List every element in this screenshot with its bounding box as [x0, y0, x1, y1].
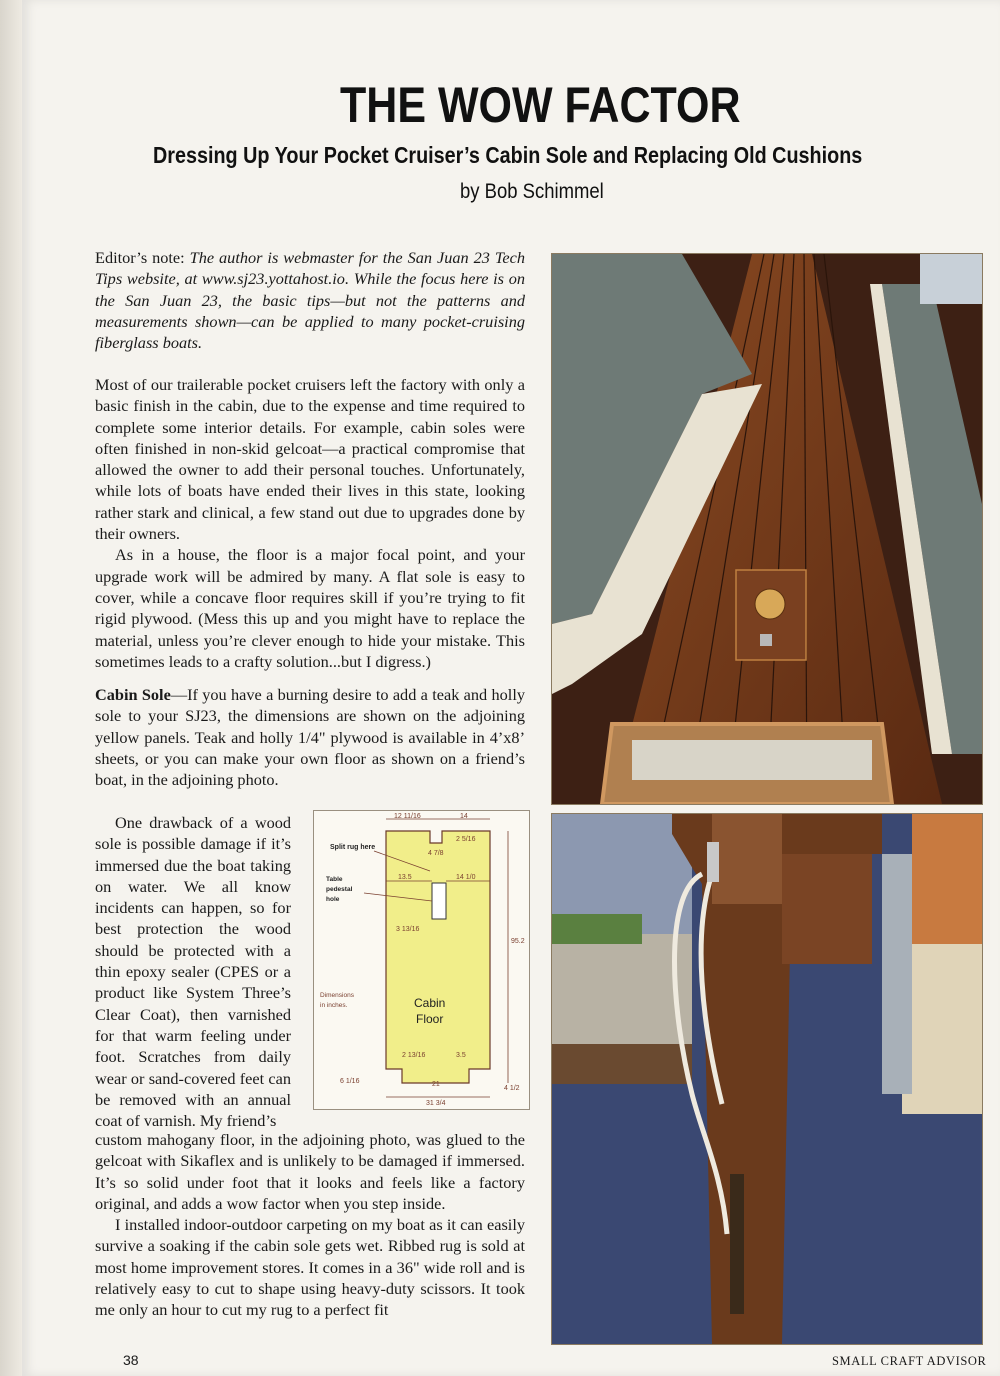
cabin-sole-photo	[551, 253, 983, 805]
dim-top-right: 14	[460, 813, 468, 820]
label-cabin: Cabin	[414, 996, 446, 1010]
floor-panel-shape	[386, 831, 490, 1083]
cabin-floor-diagram	[313, 810, 530, 1110]
paragraph-3: —If you have a burning desire to add a teak and holly sole to your SJ23, the dimensions are shown on the adjoining yellow panels. Teak and holly 1/4" plywood is available in 4’x8’ sheets, or you can make your own floor as shown on a friend’s boat, in the adjoining photo.	[95, 685, 525, 790]
paragraph-4: One drawback of a wood sole is possible damage if it’s immersed due the boat taking on water. We all know incidents can happen, so for best protection the wood should be protected with a thin epoxy sealer (CPES or a product like System Three’s Clear Coat), then varnished for that warm feeling under foot. Scratches from daily wear or sand-covered feet can be removed with an annual coat of varnish. My friend’s	[95, 813, 291, 1131]
label-table-hole: Table pedestal hole	[326, 876, 353, 903]
dim-31-3-4: 31 3/4	[426, 1100, 446, 1107]
magazine-name: SMALL CRAFT ADVISOR	[832, 1354, 987, 1368]
dim-4-7-8: 4 7/8	[428, 850, 444, 857]
dim-2-13-16: 2 13/16	[402, 1052, 426, 1059]
editor-note-label: Editor’s note:	[95, 248, 190, 267]
dim-13-5: 13.5	[398, 874, 412, 881]
paragraph-2: As in a house, the floor is a major focal point, and your upgrade work will be admired by many. A flat sole is easy to cover, while a concave floor requires skill if you’re trying to fit rigid plywood. (Mess this up and you might have to replace the material, unless you’re clever enough to hide your mistake. This sometimes leads to a crafty solution...but I digress.)	[95, 545, 525, 671]
dim-3-5: 3.5	[456, 1052, 466, 1059]
dim-21: 21	[432, 1081, 440, 1088]
dim-notch: 2 5/16	[456, 836, 476, 843]
page-number: 38	[123, 1352, 139, 1368]
paragraph-5: I installed indoor-outdoor carpeting on my boat as it can easily survive a soaking if the cabin sole gets wet. Ribbed rug is sold at most home improvement stores. It comes in a 36" wide roll and is relatively easy to cut to shape using heavy-duty scissors. It took me only an hour to cut my rug to a perfect fit	[95, 1215, 525, 1320]
dim-4-1-2: 4 1/2	[504, 1085, 520, 1092]
cabin-sole-heading: Cabin Sole	[95, 685, 171, 704]
dim-6-1-16: 6 1/16	[340, 1078, 360, 1085]
table-leg-photo	[551, 813, 983, 1345]
label-floor: Floor	[416, 1012, 444, 1026]
paragraph-1: Most of our trailerable pocket cruisers left the factory with only a basic finish in the cabin, due to the expense and time required to complete some interior details. For example, cabin soles were often finished in non-skid gelcoat—a practical compromise that allowed the owner to add their personal touches. Unfortunately, while lots of boats have ended their lives in this state, looking rather stark and clinical, a few stand out due to upgrades done by their owners.	[95, 375, 525, 544]
dim-3-13-16: 3 13/16	[396, 926, 420, 933]
cabin-sole-paragraph	[95, 684, 525, 790]
label-split-rug: Split rug here	[330, 844, 376, 851]
editor-note	[95, 247, 525, 353]
editor-note-text: The author is webmaster for the San Juan 23 Tech Tips website, at www.sj23.yottahost.io. While the focus here is on the San Juan 23, the basic tips—but not the patterns and measurements shown—can be applied to many pocket-cruising fiberglass boats.	[95, 248, 526, 353]
article-subtitle: Dressing Up Your Pocket Cruiser’s Cabin Sole and Replacing Old Cushions	[153, 142, 863, 168]
label-dimensions: Dimensions in inches.	[320, 992, 354, 1009]
page-gutter	[0, 0, 22, 1376]
article-title: THE WOW FACTOR	[340, 77, 741, 133]
article-byline: by Bob Schimmel	[460, 180, 604, 203]
intro-paragraphs	[95, 374, 525, 672]
dim-top-left: 12 11/16	[394, 813, 421, 820]
dim-14-1-0: 14 1/0	[456, 874, 476, 881]
paragraph-4-continued: custom mahogany floor, in the adjoining photo, was glued to the gelcoat with Sikaflex and is unlikely to be damaged if immersed. It’s so solid under foot that it looks and feels like a factory original, and adds a wow factor when you step inside.	[95, 1130, 525, 1213]
closing-paragraphs	[95, 1129, 525, 1321]
dim-height: 95.2	[511, 938, 525, 945]
table-hole-shape	[432, 883, 446, 919]
